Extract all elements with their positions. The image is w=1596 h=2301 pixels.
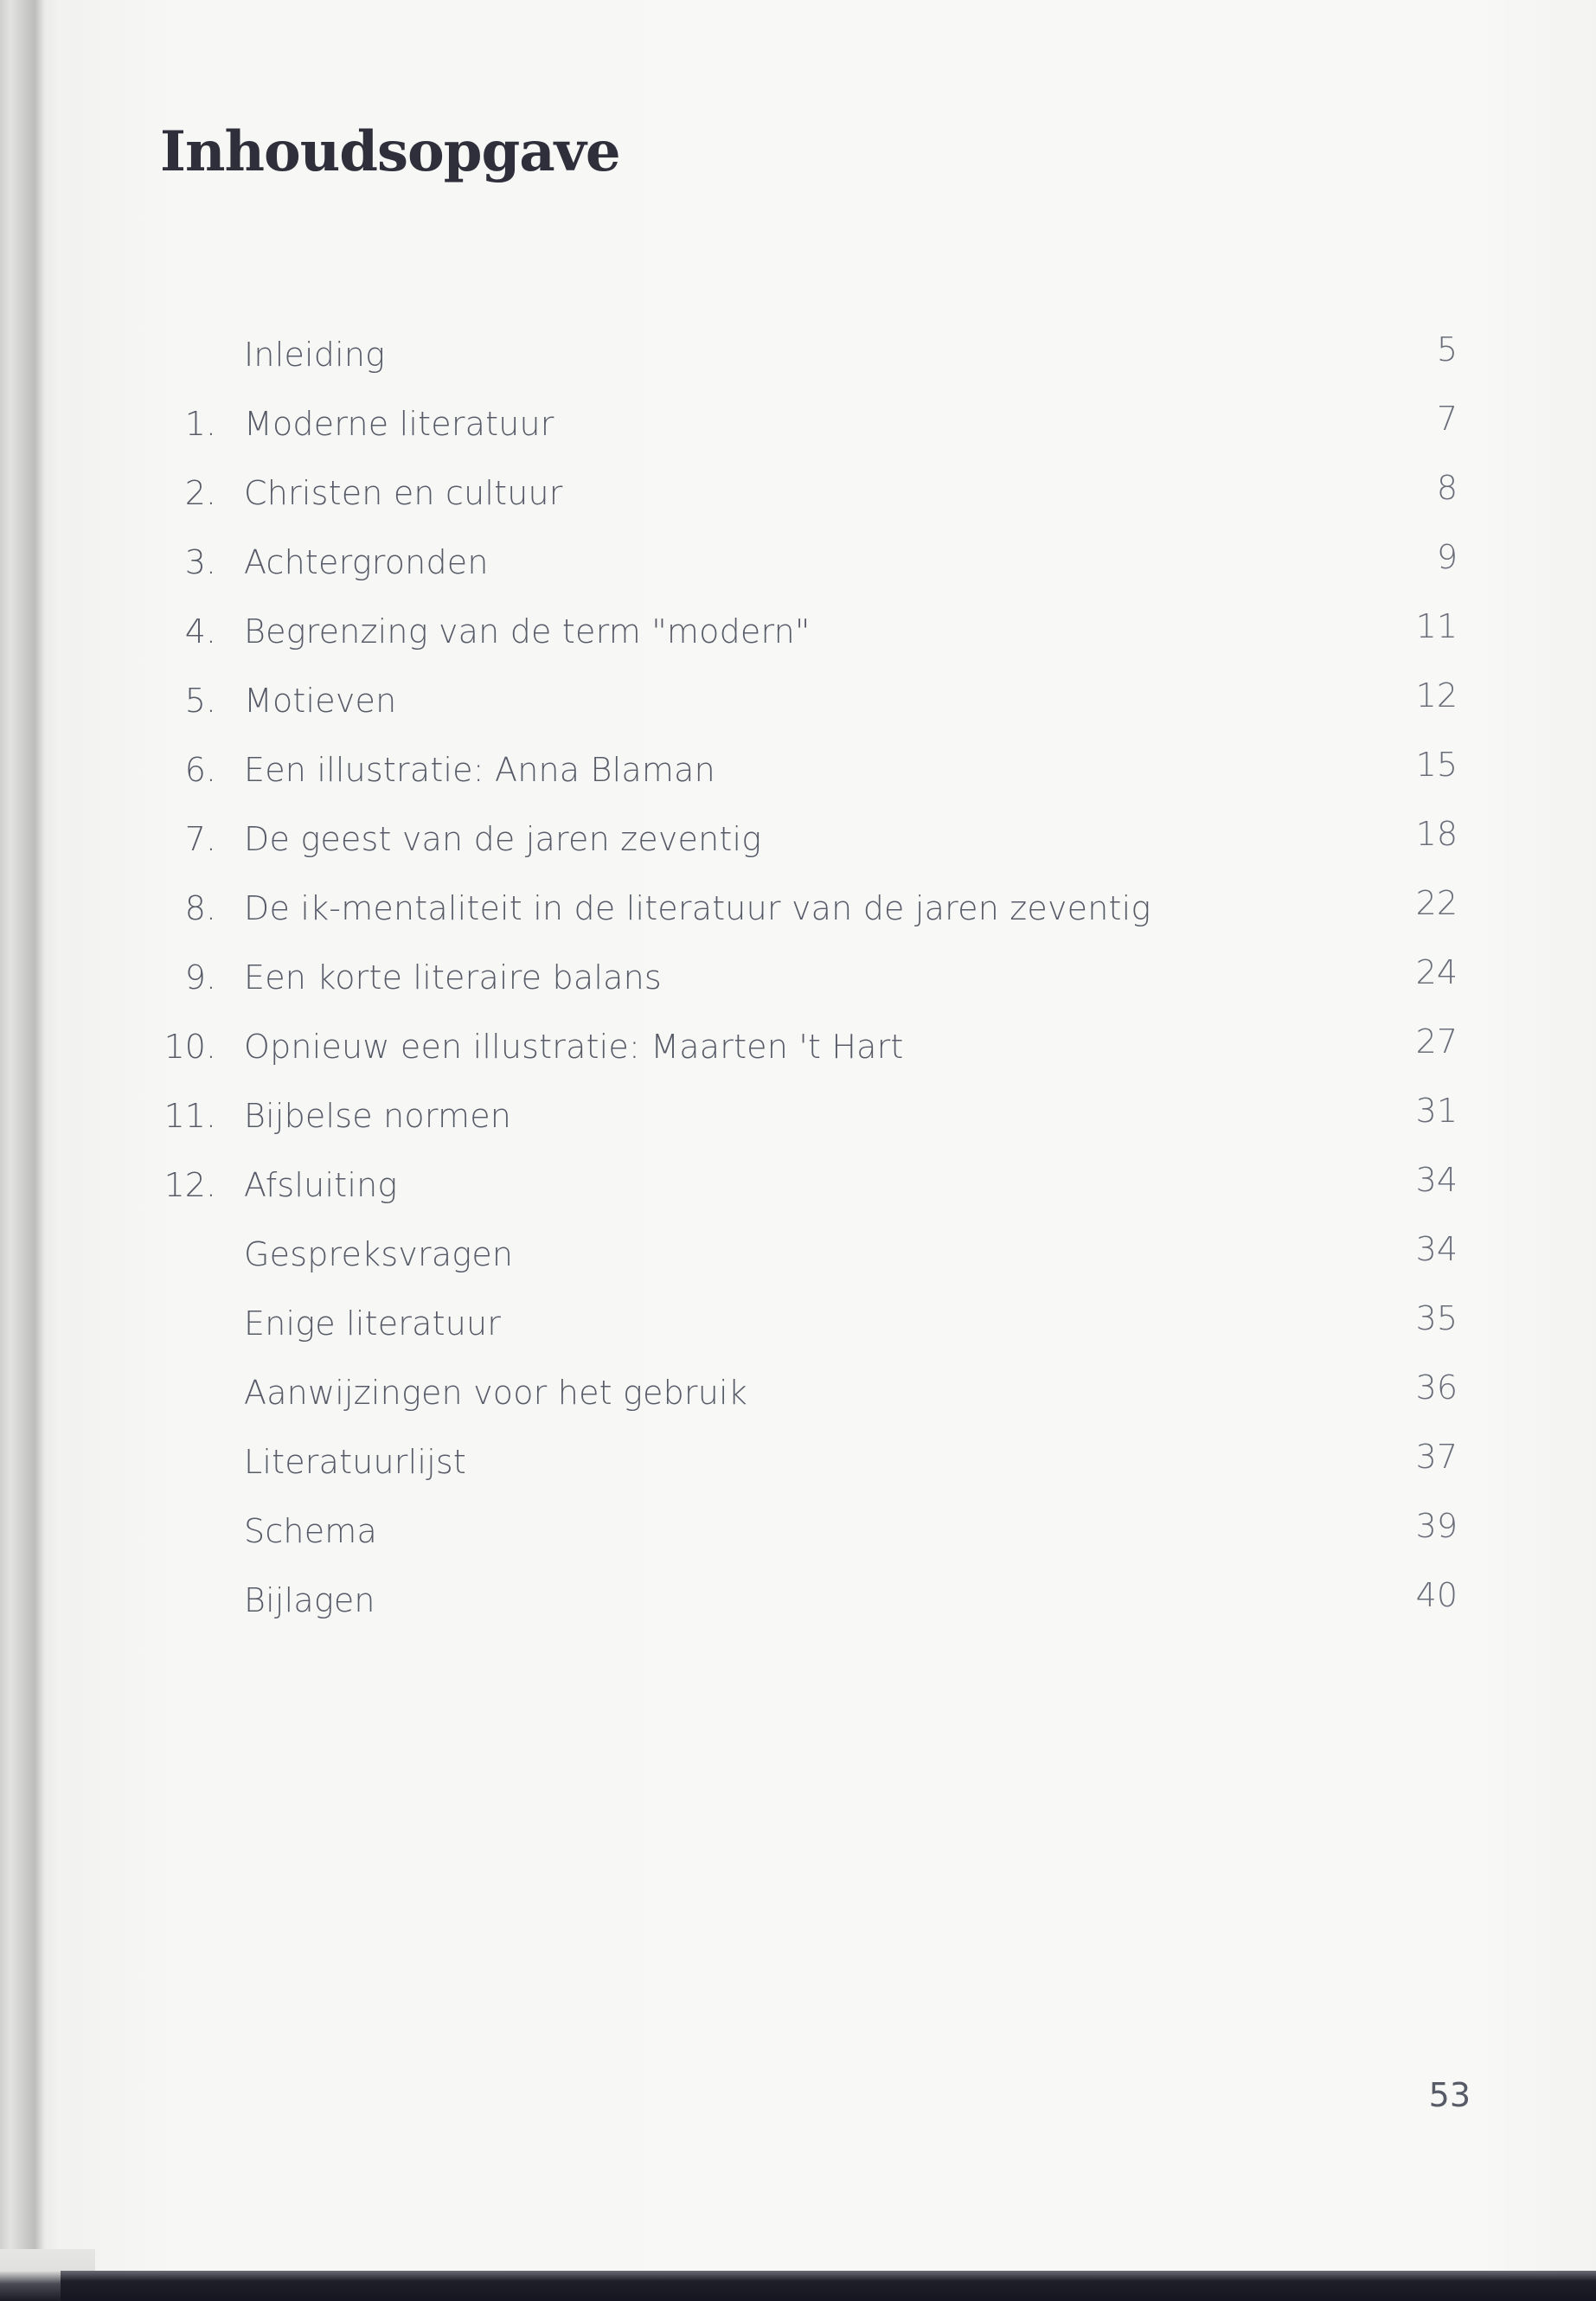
toc-entry-number: 3. [184, 543, 216, 581]
toc-entry-number: 6. [184, 751, 216, 789]
toc-entry-page: 27 [1415, 1022, 1458, 1061]
toc-entry-number: 8. [184, 889, 216, 927]
toc-entry-title: Inleiding [244, 336, 386, 374]
toc-entry [156, 1093, 1458, 1163]
toc-entry [156, 678, 1458, 747]
toc-entry-page: 18 [1415, 815, 1458, 853]
toc-entry-title: Gespreksvragen [244, 1235, 514, 1273]
toc-entry [156, 1439, 1458, 1509]
table-of-contents [156, 332, 1458, 1647]
toc-entry-page: 7 [1436, 400, 1458, 438]
page-number: 53 [1428, 2076, 1471, 2114]
toc-entry-number: 1. [184, 405, 216, 443]
toc-entry-title: De geest van de jaren zeventig [244, 820, 762, 858]
toc-entry [156, 1232, 1458, 1301]
toc-entry-title: Afsluiting [244, 1166, 398, 1204]
toc-entry [156, 955, 1458, 1024]
toc-entry [156, 817, 1458, 886]
toc-entry [156, 1163, 1458, 1232]
toc-entry [156, 471, 1458, 540]
toc-entry-title: Motieven [244, 682, 397, 720]
toc-entry-page: 12 [1415, 676, 1458, 715]
scan-bottom-edge [61, 2271, 1596, 2301]
toc-entry-page: 22 [1415, 884, 1458, 922]
toc-entry-page: 31 [1415, 1092, 1458, 1130]
toc-entry-title: Begrenzing van de term "modern" [244, 612, 811, 651]
toc-entry-page: 40 [1415, 1576, 1458, 1614]
toc-entry-page: 9 [1436, 538, 1458, 576]
toc-entry-title: De ik-mentaliteit in de literatuur van de jaren zeventig [244, 889, 1151, 927]
toc-entry-page: 34 [1415, 1161, 1458, 1199]
toc-entry-title: Schema [244, 1512, 377, 1550]
toc-entry-title: Een korte literaire balans [244, 958, 662, 997]
toc-entry-title: Moderne literatuur [244, 405, 554, 443]
toc-entry-page: 37 [1415, 1438, 1458, 1476]
toc-entry [156, 1024, 1458, 1093]
toc-entry-page: 11 [1415, 607, 1458, 645]
toc-entry-title: Achtergronden [244, 543, 489, 581]
toc-entry-page: 34 [1415, 1230, 1458, 1268]
toc-entry [156, 540, 1458, 609]
page-binding-edge [0, 0, 61, 2301]
toc-entry-number: 10. [163, 1028, 216, 1066]
toc-entry-number: 11. [163, 1097, 216, 1135]
toc-entry-page: 35 [1415, 1299, 1458, 1337]
toc-entry [156, 1301, 1458, 1370]
toc-entry-number: 9. [184, 958, 216, 997]
toc-entry-page: 15 [1415, 746, 1458, 784]
toc-entry-number: 2. [184, 474, 216, 512]
toc-entry [156, 886, 1458, 955]
toc-entry-page: 36 [1415, 1368, 1458, 1407]
toc-entry [156, 401, 1458, 471]
toc-entry-title: Aanwijzingen voor het gebruik [244, 1374, 747, 1412]
toc-entry-title: Bijbelse normen [244, 1097, 512, 1135]
toc-entry-title: Enige literatuur [244, 1304, 502, 1343]
toc-entry-title: Bijlagen [244, 1581, 375, 1619]
toc-entry-title: Opnieuw een illustratie: Maarten 't Hart [244, 1028, 904, 1066]
toc-entry-page: 8 [1436, 469, 1458, 507]
page-title: Inhoudsopgave [160, 119, 620, 184]
toc-entry [156, 1578, 1458, 1647]
toc-entry-title: Literatuurlijst [244, 1443, 466, 1481]
toc-entry [156, 1509, 1458, 1578]
toc-entry [156, 1370, 1458, 1439]
toc-entry [156, 747, 1458, 817]
toc-entry-number: 12. [163, 1166, 216, 1204]
toc-entry [156, 609, 1458, 678]
toc-entry-title: Christen en cultuur [244, 474, 563, 512]
toc-entry [156, 332, 1458, 401]
toc-entry-page: 24 [1415, 953, 1458, 991]
toc-entry-page: 5 [1436, 330, 1458, 369]
toc-entry-number: 7. [184, 820, 216, 858]
toc-entry-number: 4. [184, 612, 216, 651]
toc-entry-page: 39 [1415, 1507, 1458, 1545]
toc-entry-title: Een illustratie: Anna Blaman [244, 751, 715, 789]
toc-entry-number: 5. [184, 682, 216, 720]
